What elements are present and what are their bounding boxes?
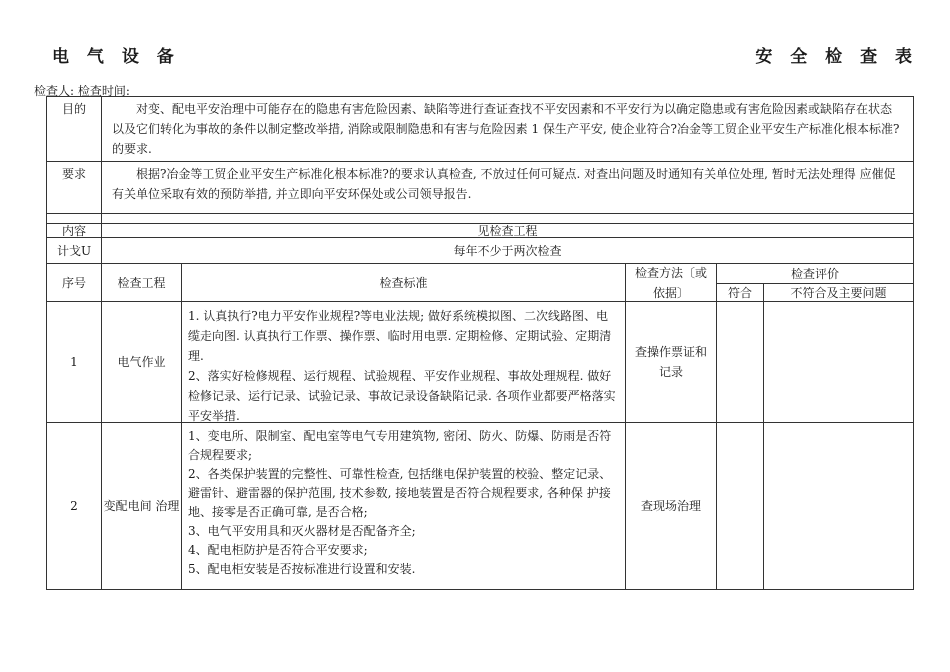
row2-nonconform-cell[interactable] — [763, 422, 914, 590]
row1-standard-line-1: 1. 认真执行?电力平安作业规程?等电业法规; 做好系统模拟图、二次线路图、电缆走向图. 认真执行工作票、操作票、临时用电票. 定期检修、定期试验、定期清理. — [188, 309, 612, 363]
row2-conform-cell[interactable] — [716, 422, 764, 590]
header-conform: 符合 — [716, 283, 764, 302]
document-title-right: 安 全 检 查 表 — [755, 47, 918, 67]
spacer-cell — [101, 213, 914, 223]
row2-standard-line-4: 4、配电柜防护是否符合平安要求; — [188, 543, 368, 557]
row1-nonconform-cell[interactable] — [763, 301, 914, 423]
row1-item: 电气作业 — [101, 301, 182, 423]
requirement-text: 根据?冶金等工贸企业平安生产标准化根本标准?的要求认真检查, 不放过任何可疑点. 对查出问题及时通知有关单位处理, 暂时无法处理得 应催促有关单位采取有效的预防举措, 并立即向平安环保处或公司领导报告. — [101, 161, 914, 214]
row2-standard-line-2: 2、各类保护装置的完整性、可靠性检查, 包括继电保护装置的校验、整定记录、 避雷针、避雷器的保护范围, 技术参数, 接地装置是否符合规程要求, 各种保 护接地、接零是否正确可靠, 是否合格; — [188, 467, 612, 519]
row1-standard — [181, 301, 626, 423]
inspector-line: 检查人: 检查时间: — [34, 84, 130, 98]
content-value: 见检查工程 — [101, 223, 914, 238]
row1-standard-line-2: 2、落实好检修规程、运行规程、试验规程、平安作业规程、事故处理规程. 做好检修记录、运行记录、试验记录、事故记录设备缺陷记录. 各项作业都要严格落实平安举措. — [188, 369, 616, 423]
row2-method: 查现场治理 — [625, 422, 717, 590]
row1-seq: 1 — [46, 301, 102, 423]
document-title-left: 电 气 设 备 — [52, 47, 180, 67]
header-evaluation: 检查评价 — [716, 263, 914, 284]
row2-standard-line-5: 5、配电柜安装是否按标准进行设置和安装. — [188, 562, 416, 576]
header-seq: 序号 — [46, 263, 102, 302]
purpose-text: 对变、配电平安治理中可能存在的隐患有害危险因素、缺陷等进行查证查找不平安因素和不平安行为以确定隐患或有害危险因素或缺陷存在状态 以及它们转化为事故的条件以制定整改举措, 消除或限制隐患和有害与危险因素 1 保生产平安, 使企业符合?冶金等工贸企业平安生产标准化根本标准? 的要求. — [101, 96, 914, 162]
purpose-label: 目的 — [46, 96, 102, 162]
row2-item: 变配电间 治理 — [101, 422, 182, 590]
row2-standard-line-3: 3、电气平安用具和灭火器材是否配备齐全; — [188, 524, 416, 538]
header-item: 检查工程 — [101, 263, 182, 302]
content-label: 内容 — [46, 223, 102, 238]
header-method: 检查方法〔或依据〕 — [625, 263, 717, 302]
plan-value: 每年不少于两次检查 — [101, 237, 914, 264]
requirement-label: 要求 — [46, 161, 102, 214]
header-nonconform: 不符合及主要问题 — [763, 283, 914, 302]
row2-standard — [181, 422, 626, 590]
row1-method: 查操作票证和记录 — [625, 301, 717, 423]
row2-standard-line-1: 1、变电所、限制室、配电室等电气专用建筑物, 密闭、防火、防爆、防雨是否符合规程要求; — [188, 429, 612, 462]
spacer-label-cell — [46, 213, 102, 223]
row2-seq: 2 — [46, 422, 102, 590]
row1-conform-cell[interactable] — [716, 301, 764, 423]
plan-label: 计戈U — [46, 237, 102, 264]
header-standard: 检查标准 — [181, 263, 626, 302]
